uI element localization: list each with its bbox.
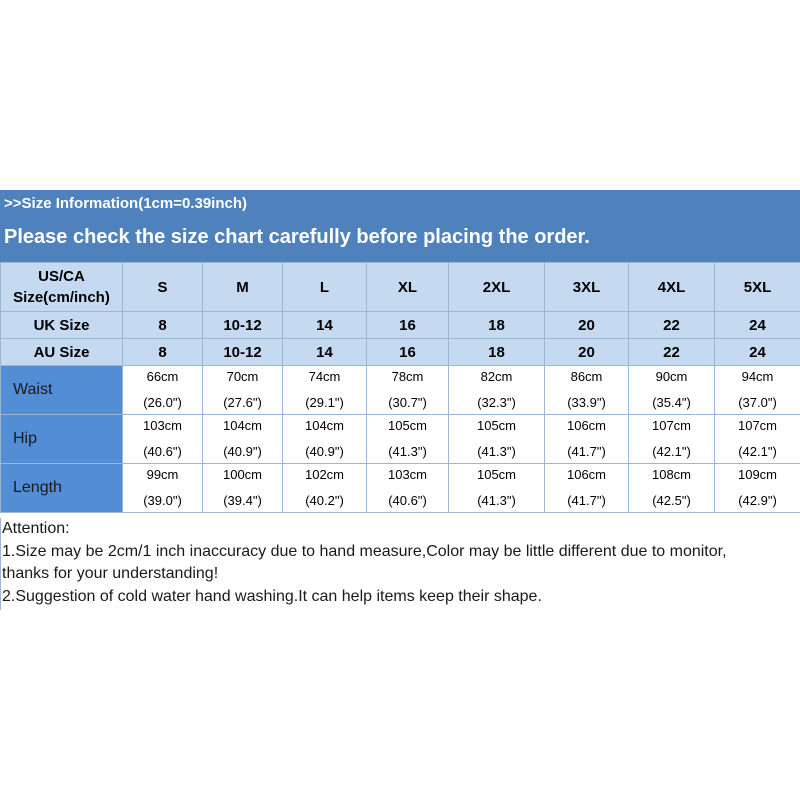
size-cell: 5XL — [715, 263, 800, 312]
attention-notes — [2, 518, 727, 608]
hip-label: Hip — [1, 415, 123, 464]
attention-line-3: 2.Suggestion of cold water hand washing.It can help items keep their shape. — [2, 587, 542, 605]
size-info-banner — [0, 190, 800, 262]
waist-label: Waist — [1, 366, 123, 415]
size-cell: 14 — [283, 312, 367, 339]
size-cell: 4XL — [629, 263, 715, 312]
measurement-cell: 107cm (42.1") — [715, 415, 800, 464]
waist-row — [1, 366, 800, 415]
size-cell: 18 — [449, 339, 545, 366]
measurement-cell: 106cm (41.7") — [545, 464, 629, 513]
au-size-row — [1, 339, 800, 366]
size-cell: M — [203, 263, 283, 312]
attention-title: Attention: — [2, 520, 70, 537]
uk-size-label: UK Size — [1, 312, 123, 339]
us-size-label: US/CA Size(cm/inch) — [1, 263, 123, 312]
size-cell: 2XL — [449, 263, 545, 312]
measurement-cell: 66cm (26.0") — [123, 366, 203, 415]
measurement-cell: 99cm (39.0") — [123, 464, 203, 513]
measurement-cell: 105cm (41.3") — [449, 464, 545, 513]
measurement-cell: 105cm (41.3") — [449, 415, 545, 464]
size-cell: 16 — [367, 339, 449, 366]
uk-size-row — [1, 312, 800, 339]
attention-line-2: thanks for your understanding! — [2, 565, 219, 582]
attention-line-1: 1.Size may be 2cm/1 inch inaccuracy due to hand measure,Color may be little different due to monitor, — [2, 542, 727, 560]
measurement-cell: 78cm (30.7") — [367, 366, 449, 415]
size-cell: XL — [367, 263, 449, 312]
size-cell: 10-12 — [203, 339, 283, 366]
au-size-label: AU Size — [1, 339, 123, 366]
measurement-cell: 109cm (42.9") — [715, 464, 800, 513]
size-cell: 16 — [367, 312, 449, 339]
size-cell: 22 — [629, 312, 715, 339]
hip-row — [1, 415, 800, 464]
measurement-cell: 104cm (40.9") — [283, 415, 367, 464]
length-row — [1, 464, 800, 513]
measurement-cell: 104cm (40.9") — [203, 415, 283, 464]
size-cell: 8 — [123, 339, 203, 366]
measurement-cell: 94cm (37.0") — [715, 366, 800, 415]
size-cell: 22 — [629, 339, 715, 366]
size-chart-table — [0, 262, 800, 513]
size-cell: 20 — [545, 312, 629, 339]
measurement-cell: 102cm (40.2") — [283, 464, 367, 513]
measurement-cell: 100cm (39.4") — [203, 464, 283, 513]
measurement-cell: 86cm (33.9") — [545, 366, 629, 415]
size-cell: S — [123, 263, 203, 312]
measurement-cell: 106cm (41.7") — [545, 415, 629, 464]
size-check-notice: Please check the size chart carefully before placing the order. — [4, 226, 590, 248]
measurement-cell: 108cm (42.5") — [629, 464, 715, 513]
size-cell: 18 — [449, 312, 545, 339]
measurement-cell: 82cm (32.3") — [449, 366, 545, 415]
size-cell: 8 — [123, 312, 203, 339]
length-label: Length — [1, 464, 123, 513]
size-cell: L — [283, 263, 367, 312]
measurement-cell: 103cm (40.6") — [367, 464, 449, 513]
measurement-cell: 103cm (40.6") — [123, 415, 203, 464]
size-cell: 24 — [715, 339, 800, 366]
measurement-cell: 90cm (35.4") — [629, 366, 715, 415]
left-border-line — [0, 518, 1, 610]
us-size-row — [1, 263, 800, 312]
size-info-title: >>Size Information(1cm=0.39inch) — [4, 195, 247, 212]
size-cell: 20 — [545, 339, 629, 366]
size-cell: 24 — [715, 312, 800, 339]
size-cell: 3XL — [545, 263, 629, 312]
measurement-cell: 105cm (41.3") — [367, 415, 449, 464]
measurement-cell: 107cm (42.1") — [629, 415, 715, 464]
size-cell: 14 — [283, 339, 367, 366]
size-cell: 10-12 — [203, 312, 283, 339]
measurement-cell: 70cm (27.6") — [203, 366, 283, 415]
measurement-cell: 74cm (29.1") — [283, 366, 367, 415]
